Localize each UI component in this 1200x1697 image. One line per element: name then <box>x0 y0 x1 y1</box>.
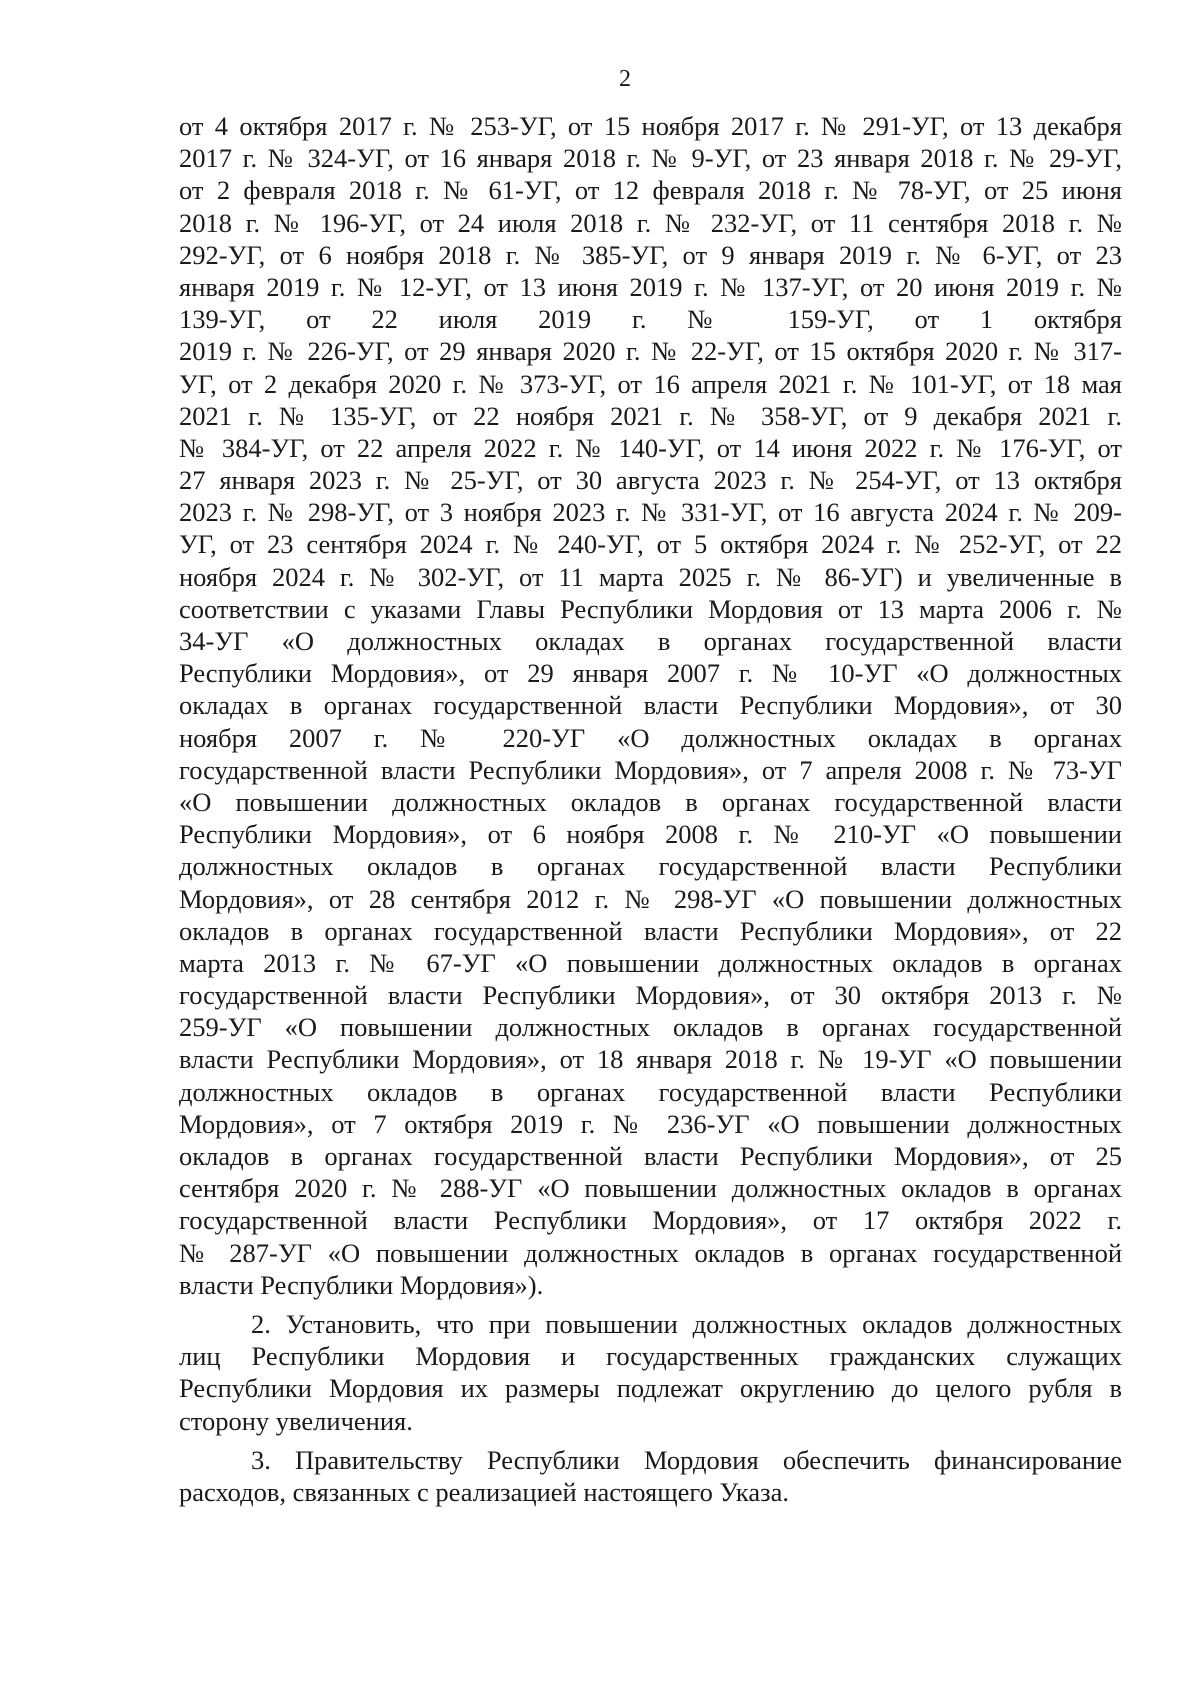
text-line: Мордовия», от 28 сентября 2012 г. № 298-УГ «О повышении должностных <box>179 883 1122 914</box>
text-line: 2017 г. № 324-УГ, от 16 января 2018 г. № 9-УГ, от 23 января 2018 г. № 29-УГ, <box>179 143 1122 174</box>
text-line: 2019 г. № 226-УГ, от 29 января 2020 г. № 22-УГ, от 15 октября 2020 г. № 317- <box>179 336 1122 367</box>
text-line: 34-УГ «О должностных окладах в органах государственной власти <box>179 626 1122 656</box>
text-line: 292-УГ, от 6 ноября 2018 г. № 385-УГ, от 9 января 2019 г. № 6-УГ, от 23 <box>179 239 1122 270</box>
paragraph-1-continuation <box>179 110 1122 1301</box>
text-line: расходов, связанных с реализацией настоящего Указа. <box>179 1476 789 1507</box>
text-line: № 287-УГ «О повышении должностных окладов в органах государственной <box>179 1237 1122 1268</box>
paragraph-2 <box>179 1308 1122 1437</box>
text-line: «О повышении должностных окладов в органах государственной власти <box>179 786 1122 817</box>
text-line: должностных окладов в органах государственной власти Республики <box>179 851 1122 882</box>
text-line: власти Республики Мордовия»). <box>179 1269 544 1300</box>
text-line: 2. Установить, что при повышении должностных окладов должностных <box>251 1308 1122 1339</box>
paragraph-3 <box>179 1444 1122 1508</box>
text-line: соответствии с указами Главы Республики Мордовия от 13 марта 2006 г. № <box>179 593 1122 624</box>
text-line: 259-УГ «О повышении должностных окладов в органах государственной <box>179 1012 1122 1043</box>
text-line: Мордовия», от 7 октября 2019 г. № 236-УГ «О повышении должностных <box>179 1108 1122 1139</box>
text-line: марта 2013 г. № 67-УГ «О повышении должностных окладов в органах <box>179 947 1122 978</box>
text-line: Республики Мордовия их размеры подлежат округлению до целого рубля в <box>179 1373 1122 1404</box>
paragraph-gap <box>179 1301 1122 1308</box>
text-line: 139-УГ, от 22 июля 2019 г. № 159-УГ, от 1 октября <box>179 304 1122 335</box>
text-line: должностных окладов в органах государственной власти Республики <box>179 1076 1122 1107</box>
text-line: государственной власти Республики Мордовия», от 30 октября 2013 г. № <box>179 980 1122 1011</box>
page-number: 2 <box>619 66 631 92</box>
text-line: 27 января 2023 г. № 25-УГ, от 30 августа 2023 г. № 254-УГ, от 13 октября <box>179 465 1122 496</box>
text-line: № 384-УГ, от 22 апреля 2022 г. № 140-УГ, от 14 июня 2022 г. № 176-УГ, от <box>179 432 1122 463</box>
text-line: лиц Республики Мордовия и государственных гражданских служащих <box>179 1341 1122 1372</box>
text-line: Республики Мордовия», от 29 января 2007 г. № 10-УГ «О должностных <box>179 658 1122 689</box>
text-line: УГ, от 23 сентября 2024 г. № 240-УГ, от 5 октября 2024 г. № 252-УГ, от 22 <box>179 529 1122 560</box>
paragraph-gap <box>179 1437 1122 1444</box>
text-line: января 2019 г. № 12-УГ, от 13 июня 2019 г. № 137-УГ, от 20 июня 2019 г. № <box>179 271 1122 302</box>
document-body <box>179 110 1122 1508</box>
text-line: сторону увеличения. <box>179 1405 413 1436</box>
text-line: Республики Мордовия», от 6 ноября 2008 г. № 210-УГ «О повышении <box>179 819 1122 850</box>
text-line: 2023 г. № 298-УГ, от 3 ноября 2023 г. № 331-УГ, от 16 августа 2024 г. № 209- <box>179 497 1122 528</box>
text-line: 3. Правительству Республики Мордовия обеспечить финансирование <box>251 1444 1122 1475</box>
text-line: окладов в органах государственной власти Республики Мордовия», от 25 <box>179 1141 1122 1171</box>
text-line: сентября 2020 г. № 288-УГ «О повышении должностных окладов в органах <box>179 1173 1122 1204</box>
text-line: УГ, от 2 декабря 2020 г. № 373-УГ, от 16 апреля 2021 г. № 101-УГ, от 18 мая <box>179 368 1122 399</box>
text-line: окладов в органах государственной власти Республики Мордовия», от 22 <box>179 915 1122 946</box>
text-line: власти Республики Мордовия», от 18 января 2018 г. № 19-УГ «О повышении <box>179 1044 1122 1075</box>
text-line: государственной власти Республики Мордовия», от 17 октября 2022 г. <box>179 1205 1122 1236</box>
text-line: 2018 г. № 196-УГ, от 24 июля 2018 г. № 232-УГ, от 11 сентября 2018 г. № <box>179 207 1122 238</box>
text-line: ноября 2007 г. № 220-УГ «О должностных окладах в органах <box>179 722 1122 753</box>
text-line: государственной власти Республики Мордовия», от 7 апреля 2008 г. № 73-УГ <box>179 754 1122 785</box>
text-line: ноября 2024 г. № 302-УГ, от 11 марта 2025 г. № 86-УГ) и увеличенные в <box>179 561 1122 592</box>
text-line: 2021 г. № 135-УГ, от 22 ноября 2021 г. № 358-УГ, от 9 декабря 2021 г. <box>179 400 1122 431</box>
text-line: от 2 февраля 2018 г. № 61-УГ, от 12 февраля 2018 г. № 78-УГ, от 25 июня <box>179 175 1122 206</box>
text-line: окладах в органах государственной власти Республики Мордовия», от 30 <box>179 690 1122 721</box>
text-line: от 4 октября 2017 г. № 253-УГ, от 15 ноября 2017 г. № 291-УГ, от 13 декабря <box>179 111 1122 141</box>
